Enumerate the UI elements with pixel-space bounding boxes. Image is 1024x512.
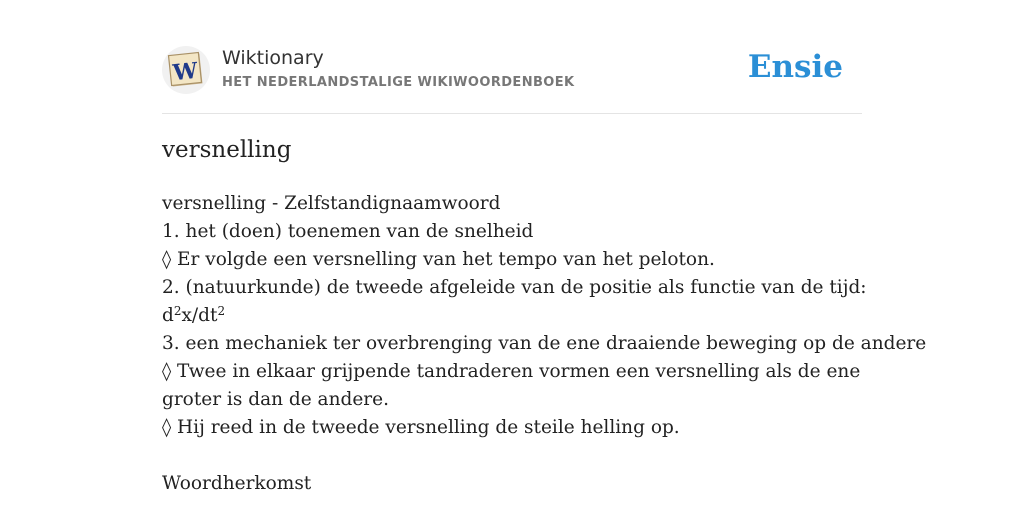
sense-1: 1. het (doen) toenemen van de snelheid xyxy=(162,221,534,242)
formula-sup-1: 2 xyxy=(173,304,182,318)
entry-content xyxy=(162,190,927,498)
site-header xyxy=(162,46,862,96)
site-tagline: HET NEDERLANDSTALIGE WIKIWOORDENBOEK xyxy=(222,75,575,90)
site-name[interactable]: Wiktionary xyxy=(222,47,324,69)
formula-sup-2: 2 xyxy=(217,304,226,318)
wiktionary-logo-icon[interactable] xyxy=(162,46,210,94)
sense-3: 3. een mechaniek ter overbrenging van de ene draaiende beweging op de andere xyxy=(162,333,927,354)
entry-heading: versnelling - Zelfstandignaamwoord xyxy=(162,193,501,214)
header-divider xyxy=(162,113,862,114)
spacer xyxy=(162,442,867,470)
formula-part-2: x/dt xyxy=(181,305,218,326)
etymology-heading: Woordherkomst xyxy=(162,473,312,494)
example-3b: ◊ Hij reed in de tweede versnelling de steile helling op. xyxy=(162,417,680,438)
ensie-brand-link[interactable]: Ensie xyxy=(747,49,843,85)
formula xyxy=(162,302,867,330)
formula-part-1: d xyxy=(162,305,174,326)
example-3a: ◊ Twee in elkaar grijpende tandraderen vormen een versnelling als de ene groter is dan de andere. xyxy=(162,361,861,410)
svg-text:W: W xyxy=(171,57,199,87)
example-1: ◊ Er volgde een versnelling van het tempo van het peloton. xyxy=(162,249,715,270)
sense-2: 2. (natuurkunde) de tweede afgeleide van de positie als functie van de tijd: xyxy=(162,277,867,298)
page-title: versnelling xyxy=(162,137,292,163)
